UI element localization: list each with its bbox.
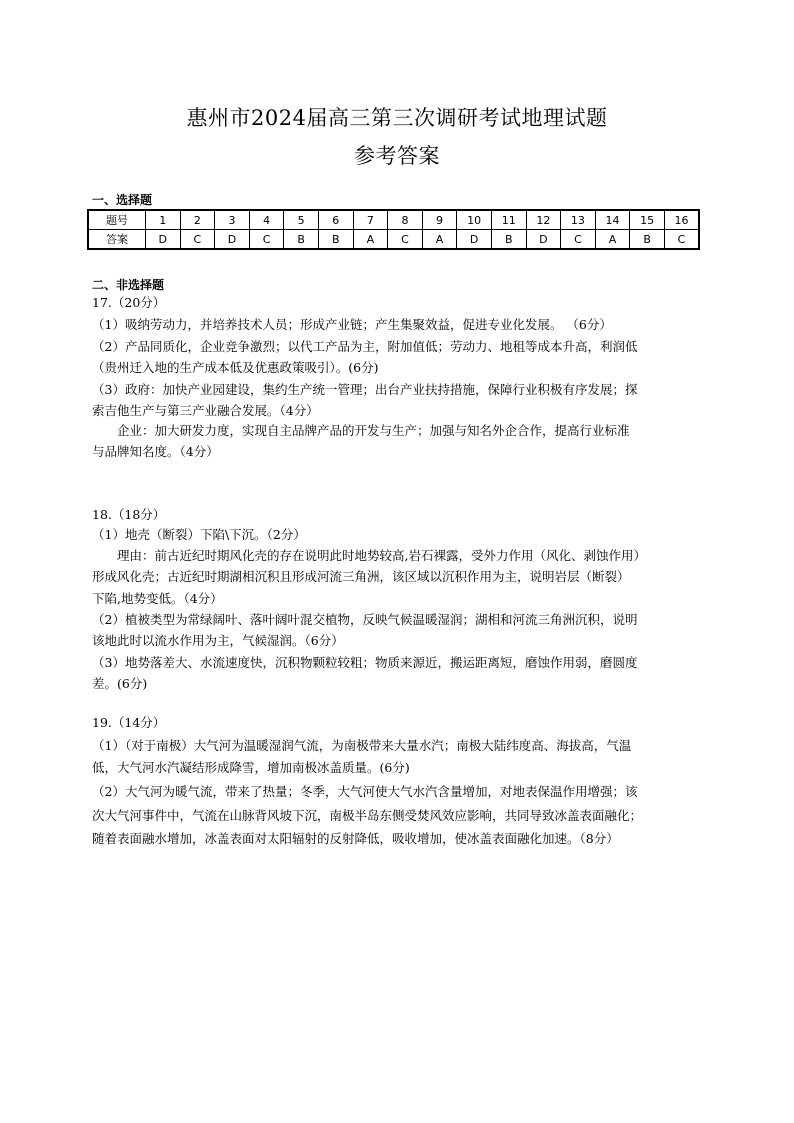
table-cell-answer: C — [249, 230, 284, 250]
q17-line: 索吉他生产与第三产业融合发展。（4分） — [92, 403, 319, 418]
table-cell-answer: B — [284, 230, 319, 250]
table-cell-answer: D — [457, 230, 492, 250]
table-cell-answer: A — [595, 230, 630, 250]
q18-line: 差。(6分) — [92, 676, 148, 691]
table-cell-number: 6 — [318, 210, 353, 230]
table-cell-number: 8 — [388, 210, 423, 230]
table-cell-answer: C — [561, 230, 596, 250]
table-cell-number: 3 — [215, 210, 250, 230]
q17-line: 企业：加大研发力度，实现自主品牌产品的开发与生产；加强与知名外企合作，提高行业标准 — [117, 423, 630, 438]
table-cell-answer: C — [180, 230, 215, 250]
q18-line: 下陷,地势变低。（4分） — [92, 591, 223, 606]
table-cell-answer: D — [526, 230, 561, 250]
table-cell-number: 14 — [595, 210, 630, 230]
q18-line: （2）植被类型为常绿阔叶、落叶阔叶混交植物，反映气候温暖湿润；湖相和河流三角洲沉积，说明 — [92, 612, 638, 627]
table-cell-number: 11 — [491, 210, 526, 230]
q18-line: 该地此时以流水作用为主，气候湿润。（6分） — [92, 633, 344, 648]
q19-line: 低，大气河水汽凝结形成降雪，增加南极冰盖质量。(6分) — [92, 760, 410, 775]
q17-heading: 17.（20分） — [92, 295, 166, 310]
table-cell-number: 7 — [353, 210, 388, 230]
section-heading-nonchoice: 二、非选择题 — [92, 278, 165, 292]
answer-row — [88, 230, 699, 250]
table-cell-number: 13 — [561, 210, 596, 230]
table-cell-answer: D — [146, 230, 181, 250]
q17-line: 与品牌知名度。（4分） — [92, 444, 219, 459]
q18-line: 形成风化壳；古近纪时期湖相沉积且形成河流三角洲，该区域以沉积作用为主，说明岩层（断裂） — [92, 569, 630, 584]
page-title: 惠州市2024届高三第三次调研考试地理试题 — [186, 106, 608, 130]
q17-line: （贵州迁入地的生产成本低及优惠政策吸引）。(6分) — [92, 360, 379, 375]
table-cell-answer: C — [664, 230, 699, 250]
table-cell-number: 2 — [180, 210, 215, 230]
q19-heading: 19.（14分） — [92, 715, 166, 730]
q19-line: 次大气河事件中，气流在山脉背风坡下沉，南极半岛东侧受焚风效应影响，共同导致冰盖表面融化； — [92, 808, 643, 823]
row-label-answer: 答案 — [88, 230, 146, 250]
table-cell-number: 16 — [664, 210, 699, 230]
answer-table — [87, 209, 700, 250]
table-cell-number: 12 — [526, 210, 561, 230]
q17-line: （2）产品同质化，企业竞争激烈；以代工产品为主，附加值低；劳动力、地租等成本升高，利润低 — [92, 339, 638, 354]
question-number-row — [88, 210, 699, 230]
q18-heading: 18.（18分） — [92, 507, 166, 522]
table-cell-answer: B — [318, 230, 353, 250]
q18-line: （3）地势落差大、水流速度快，沉积物颗粒较粗；物质来源近，搬运距离短，磨蚀作用弱，磨圆度 — [92, 655, 638, 670]
q18-line: 理由：前古近纪时期风化壳的存在说明此时地势较高,岩石裸露，受外力作用（风化、剥蚀作用） — [117, 548, 646, 563]
table-cell-answer: A — [422, 230, 457, 250]
section-heading-choice: 一、选择题 — [92, 193, 153, 207]
table-cell-answer: A — [353, 230, 388, 250]
page-subtitle: 参考答案 — [354, 144, 440, 168]
table-cell-answer: D — [215, 230, 250, 250]
q17-line: （3）政府：加快产业园建设，集约生产统一管理；出台产业扶持措施，保障行业积极有序发展；探 — [92, 382, 638, 397]
q17-line: （1）吸纳劳动力，并培养技术人员；形成产业链；产生集聚效益，促进专业化发展。 （6分） — [92, 317, 612, 332]
q19-line: 随着表面融水增加，冰盖表面对太阳辐射的反射降低，吸收增加，使冰盖表面融化加速。（8分） — [92, 831, 619, 846]
table-cell-number: 5 — [284, 210, 319, 230]
table-cell-number: 10 — [457, 210, 492, 230]
row-label-number: 题号 — [88, 210, 146, 230]
table-cell-answer: B — [491, 230, 526, 250]
q19-line: （1）（对于南极）大气河为温暖湿润气流，为南极带来大量水汽；南极大陆纬度高、海拔高，气温 — [92, 738, 632, 753]
q18-line: （1）地壳（断裂）下陷\下沉。（2分） — [92, 527, 306, 542]
table-cell-number: 9 — [422, 210, 457, 230]
table-cell-number: 4 — [249, 210, 284, 230]
q19-line: （2）大气河为暖气流，带来了热量；冬季，大气河使大气水汽含量增加，对地表保温作用增强；该 — [92, 784, 638, 799]
table-cell-number: 1 — [146, 210, 181, 230]
table-cell-answer: C — [388, 230, 423, 250]
table-cell-number: 15 — [630, 210, 665, 230]
table-cell-answer: B — [630, 230, 665, 250]
